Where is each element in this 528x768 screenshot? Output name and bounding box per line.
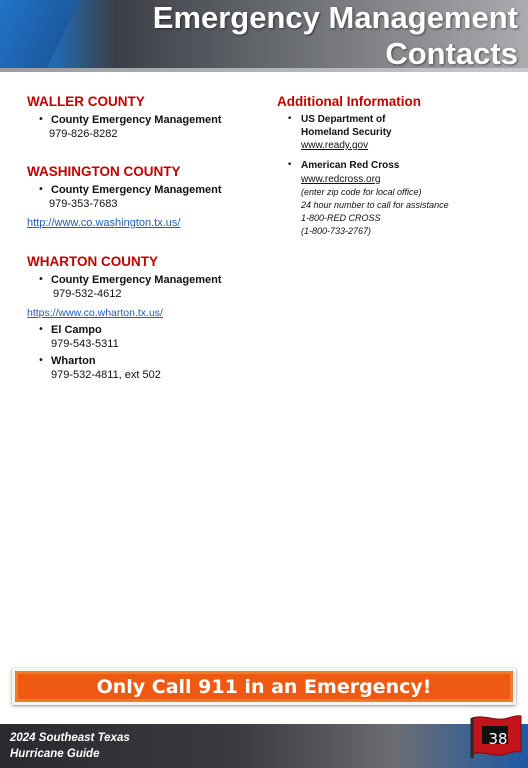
page-title <box>88 0 518 72</box>
county-contacts-column <box>27 94 267 405</box>
list-item <box>27 354 267 382</box>
list-item <box>27 323 267 351</box>
phone-number: 979-353-7683 <box>49 198 118 210</box>
info-note: 1-800-RED CROSS <box>301 213 381 223</box>
list-item <box>277 113 517 152</box>
wharton-county-section <box>27 254 267 382</box>
ready-gov-link[interactable]: www.ready.gov <box>301 140 369 151</box>
page-title-line2: Contacts <box>385 36 518 71</box>
list-item <box>27 113 267 141</box>
list-item <box>27 273 267 301</box>
bullet-icon: • <box>38 114 44 125</box>
footer-title-line1: 2024 Southeast Texas <box>10 732 130 744</box>
list-item <box>277 159 517 238</box>
page-title-line1: Emergency Management <box>152 0 518 35</box>
washington-county-link[interactable]: http://www.co.washington.tx.us/ <box>27 217 181 229</box>
footer-title-line2: Hurricane Guide <box>10 748 100 760</box>
info-note: (enter zip code for local office) <box>301 187 422 197</box>
additional-info-column <box>277 94 517 238</box>
item-label: American Red Cross <box>301 160 400 171</box>
bullet-icon: • <box>287 114 293 124</box>
list-item <box>27 183 267 211</box>
washington-county-section <box>27 164 267 231</box>
footer-bar <box>0 724 528 768</box>
bullet-icon: • <box>287 160 293 170</box>
emergency-alert-bar <box>12 668 516 705</box>
phone-number: 979-826-8282 <box>49 128 118 140</box>
wharton-county-link[interactable]: https://www.co.wharton.tx.us/ <box>27 307 163 319</box>
alert-bar-text: Only Call 911 in an Emergency! <box>96 675 432 698</box>
bullet-icon: • <box>38 324 44 335</box>
bullet-icon: • <box>38 274 44 285</box>
phone-number: 979-543-5311 <box>51 338 119 350</box>
header-banner <box>0 0 528 72</box>
item-label: County Emergency Management <box>51 114 222 126</box>
footer-title <box>10 730 130 762</box>
info-note: 24 hour number to call for assistance <box>301 200 449 210</box>
wharton-county-title: WHARTON COUNTY <box>27 254 158 269</box>
redcross-link[interactable]: www.redcross.org <box>301 174 381 185</box>
page-number: 38 <box>488 730 508 748</box>
item-label: El Campo <box>51 324 102 336</box>
waller-county-section <box>27 94 267 141</box>
additional-info-title: Additional Information <box>277 94 421 109</box>
phone-number: 979-532-4612 <box>53 288 122 300</box>
item-label: US Department of <box>301 114 386 125</box>
item-label: County Emergency Management <box>51 184 222 196</box>
waller-county-title: WALLER COUNTY <box>27 94 145 109</box>
item-label: County Emergency Management <box>51 274 222 286</box>
washington-county-title: WASHINGTON COUNTY <box>27 164 181 179</box>
bullet-icon: • <box>38 184 44 195</box>
info-note: (1-800-733-2767) <box>301 226 372 236</box>
phone-number: 979-532-4811, ext 502 <box>51 369 161 381</box>
item-label: Homeland Security <box>301 127 392 138</box>
item-label: Wharton <box>51 355 96 367</box>
bullet-icon: • <box>38 355 44 366</box>
